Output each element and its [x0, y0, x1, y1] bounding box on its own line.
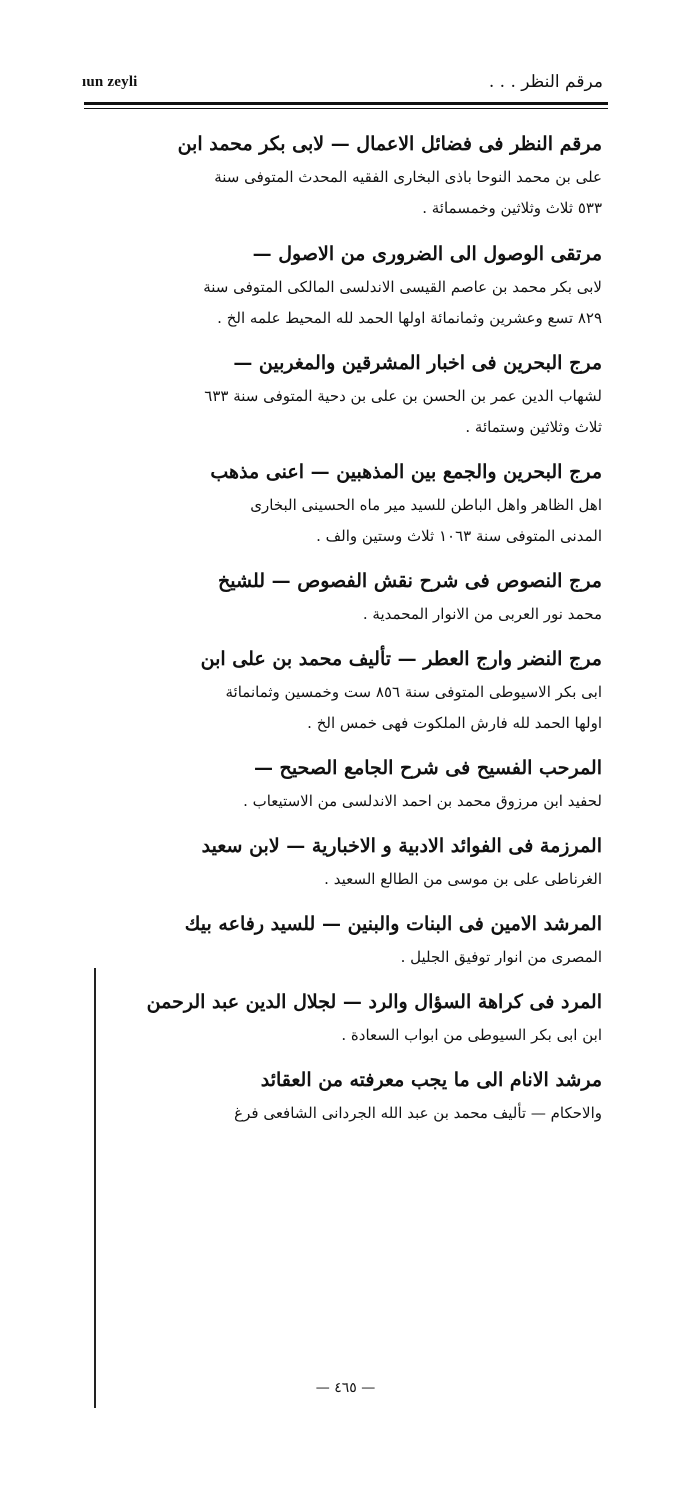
entry-3: [102, 345, 602, 443]
entry-title: مرج البحرین فی اخبار المشرقین والمغربین —: [233, 352, 602, 374]
entry-line: ثلاث وثلاثین وستمائة .: [465, 418, 602, 436]
entry-line: لابی بکر محمد بن عاصم القیسی الاندلسی المالکی المتوفی سنة: [203, 278, 602, 296]
entry-8: [102, 828, 602, 895]
entry-7: [102, 750, 602, 817]
entry-line: اولها الحمد لله فارش الملکوت فهی خمس الخ .: [307, 714, 602, 732]
entry-line: ابی بکر الاسیوطی المتوفی سنة ٨٥٦ ست وخمسین وثمانمائة: [225, 683, 602, 701]
entry-11: [102, 1062, 602, 1129]
entry-2: [102, 236, 602, 334]
entry-title: مرتقی الوصول الی الضروری من الاصول —: [252, 243, 602, 265]
entry-9: [102, 906, 602, 973]
entry-title: المرد فی کراهة السؤال والرد — لجلال الدین عبد الرحمن: [146, 991, 602, 1013]
entry-title: المرشد الامین فی البنات والبنین — للسید رفاعه بیك: [184, 913, 602, 935]
entry-line: المصری من انوار توفیق الجلیل .: [400, 948, 602, 966]
entry-title: المرحب الفسیح فی شرح الجامع الصحیح —: [253, 757, 602, 779]
running-head-left: ıun zeyli: [82, 74, 138, 90]
entry-line: لشهاب الدین عمر بن الحسن بن علی بن دحیة المتوفی سنة ٦٣٣: [204, 387, 602, 405]
entry-4: [102, 454, 602, 552]
margin-line: [94, 968, 96, 1408]
entry-line: ٥٣٣ ثلاث وثلاثین وخمسمائة .: [422, 199, 602, 217]
entry-line: اهل الظاهر واهل الباطن للسید میر ماه الحسینی البخاری: [250, 496, 602, 514]
entry-line: الغرناطی علی بن موسی من الطالع السعید .: [324, 870, 602, 888]
running-head-right: مرقم النظر . . .: [488, 72, 603, 92]
entry-line: علی بن محمد النوحا باذی البخاری الفقیه المحدث المتوفی سنة: [214, 168, 602, 186]
entry-line: المدنی المتوفی سنة ١٠٦٣ ثلاث وستین والف .: [316, 527, 602, 545]
entry-line: ابن ابی بکر السیوطی من ابواب السعادة .: [341, 1026, 602, 1044]
entry-line: ٨٢٩ تسع وعشرین وثمانمائة اولها الحمد لله المحیط علمه الخ .: [217, 309, 602, 327]
entry-title: المرزمة فی الفوائد الادبیة و الاخباریة — لابن سعید: [201, 835, 602, 857]
entry-line: والاحکام — تألیف محمد بن عبد الله الجردانی الشافعی فرغ: [234, 1104, 602, 1122]
entries-list: [102, 126, 602, 1129]
entry-title: مرشد الانام الی ما یجب معرفته من العقائد: [260, 1069, 602, 1091]
entry-line: لحفید ابن مرزوق محمد بن احمد الاندلسی من الاستیعاب .: [243, 792, 602, 810]
entry-title: مرج النصوص فی شرح نقش الفصوص — للشیخ: [218, 570, 602, 592]
entry-1: [102, 126, 602, 224]
header-rule-thin: [84, 108, 608, 109]
entry-10: [102, 984, 602, 1051]
entry-title: مرج النضر وارج العطر — تألیف محمد بن علی ابن: [200, 648, 602, 670]
entry-title: مرقم النظر فی فضائل الاعمال — لابی بکر محمد ابن: [177, 133, 602, 155]
entry-6: [102, 641, 602, 739]
page-number: — ٤٦٥ —: [315, 1380, 376, 1396]
entry-line: محمد نور العربی من الانوار المحمدیة .: [362, 605, 602, 623]
entry-title: مرج البحرین والجمع بین المذهبین — اعنی مذهب: [210, 461, 602, 483]
entry-5: [102, 563, 602, 630]
header-rule-thick: [84, 102, 608, 105]
